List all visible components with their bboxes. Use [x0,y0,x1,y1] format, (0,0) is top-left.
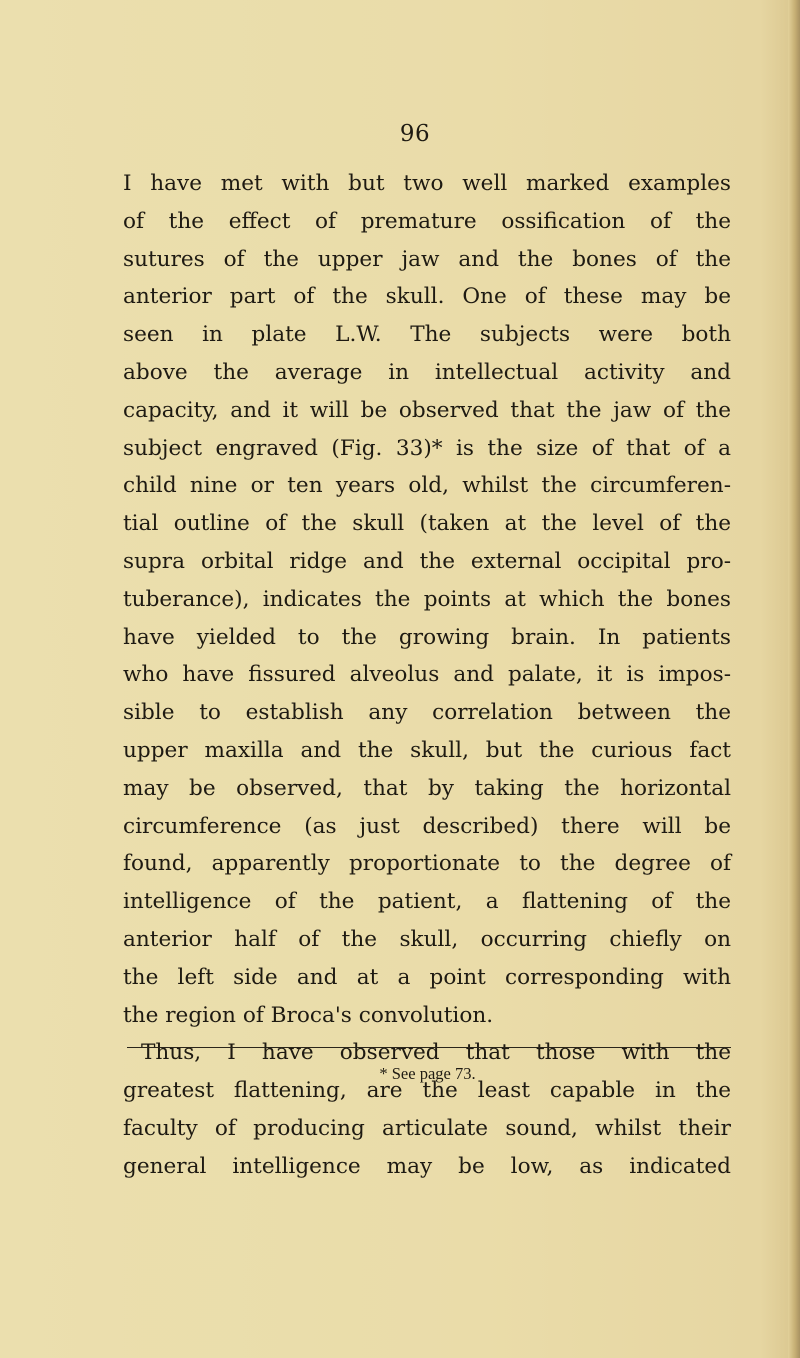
text-line: may be observed, that by taking the horizontal [123,775,731,801]
text-line: anterior part of the skull. One of these may be [123,284,731,310]
body-text [123,165,731,1186]
text-line: found, apparently proportionate to the degree of [123,851,731,877]
text-line: anterior half of the skull, occurring chiefly on [123,926,731,952]
text-line: greatest flattening, are the least capable in the [123,1078,731,1104]
footnote-rule [127,1047,731,1048]
text-line: of the effect of premature ossification of the [123,208,731,234]
text-line: tuberance), indicates the points at which the bones [123,586,731,612]
text-line: upper maxilla and the skull, but the curious fact [123,737,731,763]
text-line: have yielded to the growing brain. In patients [123,624,731,650]
text-line: child nine or ten years old, whilst the circumferen- [123,473,731,499]
text-line: sutures of the upper jaw and the bones of the [123,246,731,272]
text-line: the left side and at a point corresponding with [123,964,731,990]
text-line: general intelligence may be low, as indicated [123,1153,731,1179]
text-line: above the average in intellectual activity and [123,359,731,385]
text-line: who have fissured alveolus and palate, it is impos- [123,662,731,688]
footnote: * See page 73. [379,1064,476,1083]
text-line: I have met with but two well marked examples [123,171,731,196]
text-line: faculty of producing articulate sound, whilst their [123,1115,731,1141]
text-line: supra orbital ridge and the external occipital pro- [123,548,731,574]
page-number: 96 [399,121,431,147]
text-line: sible to establish any correlation between the [123,700,731,726]
text-line: Thus, I have observed that those with the [141,1040,731,1066]
text-line: capacity, and it will be observed that the jaw of the [123,397,731,423]
text-line: seen in plate L.W. The subjects were both [123,322,731,348]
page-edge [788,0,800,1358]
text-line: circumference (as just described) there will be [123,813,731,839]
text-line: tial outline of the skull (taken at the level of the [123,511,731,537]
text-line: subject engraved (Fig. 33)* is the size of that of a [123,435,731,461]
text-line: intelligence of the patient, a flattening of the [123,889,731,915]
text-line: the region of Broca's convolution. [123,1002,494,1028]
